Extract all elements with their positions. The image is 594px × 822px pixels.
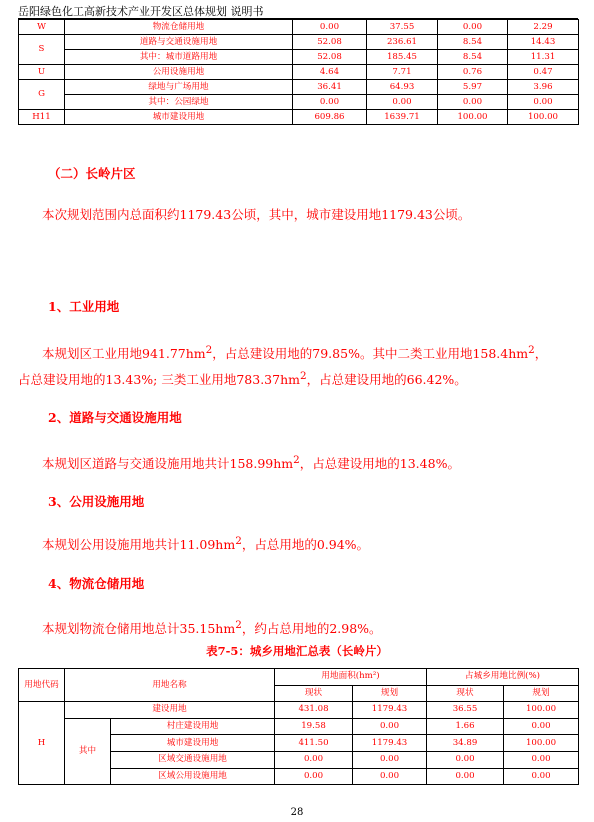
table-cell: 100.00 xyxy=(438,110,508,125)
header-planned: 规划 xyxy=(504,685,579,702)
header-area: 用地面积(hm²) xyxy=(275,669,427,686)
table-cell: 0.00 xyxy=(293,20,367,35)
table-cell: 7.71 xyxy=(367,65,438,80)
land-name: 其中：公园绿地 xyxy=(65,95,293,110)
heading-roads: 2、道路与交通设施用地 xyxy=(48,410,182,425)
table-cell: 185.45 xyxy=(367,50,438,65)
table-cell: 431.08 xyxy=(275,702,353,719)
land-name: 物流仓储用地 xyxy=(65,20,293,35)
table-cell: 0.47 xyxy=(508,65,579,80)
table-row xyxy=(19,50,579,65)
table-cell: 236.61 xyxy=(367,35,438,50)
table-cell: 2.29 xyxy=(508,20,579,35)
table-row xyxy=(19,65,579,80)
table-cell: 0.00 xyxy=(427,751,504,768)
table-cell: 8.54 xyxy=(438,50,508,65)
table-cell: 1179.43 xyxy=(353,735,427,752)
table-cell: 19.58 xyxy=(275,718,353,735)
table-cell: 52.08 xyxy=(293,50,367,65)
table-row xyxy=(19,80,579,95)
table-cell: 100.00 xyxy=(508,110,579,125)
header-current: 现状 xyxy=(427,685,504,702)
land-code: U xyxy=(19,65,65,80)
table-cell: 36.55 xyxy=(427,702,504,719)
table-cell: 11.31 xyxy=(508,50,579,65)
table-cell: 0.00 xyxy=(508,95,579,110)
table-cell: 14.43 xyxy=(508,35,579,50)
table-cell: 0.00 xyxy=(353,718,427,735)
table-cell: 609.86 xyxy=(293,110,367,125)
page-number: 28 xyxy=(290,807,304,818)
land-name: 其中：城市道路用地 xyxy=(65,50,293,65)
land-name: 建设用地 xyxy=(65,702,275,719)
header-code: 用地代码 xyxy=(19,669,65,702)
roads-paragraph: 本规划区道路与交通设施用地共计$158.99hm^2$，占总建设用地的13.48%。 xyxy=(42,454,460,472)
table-cell: 8.54 xyxy=(438,35,508,50)
land-use-summary-table xyxy=(18,668,579,785)
land-name: 城市建设用地 xyxy=(65,110,293,125)
utilities-paragraph: 本规划公用设施用地共计$11.09hm^2$，占总用地的0.94%。 xyxy=(42,535,370,553)
land-name: 区域公用设施用地 xyxy=(111,768,275,785)
land-code: S xyxy=(19,35,65,65)
table-cell: 52.08 xyxy=(293,35,367,50)
table-cell: 411.50 xyxy=(275,735,353,752)
industrial-line-1: 本规划区工业用地$941.77hm^2$，占总建设用地的79.85%。其中二类工业用地$158.4hm^2$， xyxy=(42,344,548,362)
table-cell: 0.00 xyxy=(438,95,508,110)
table-cell: 0.00 xyxy=(367,95,438,110)
table-cell: 100.00 xyxy=(504,702,579,719)
land-code: H11 xyxy=(19,110,65,125)
table-cell: 34.89 xyxy=(427,735,504,752)
table-cell: 0.00 xyxy=(438,20,508,35)
table-row xyxy=(19,20,579,35)
table-cell: 1.66 xyxy=(427,718,504,735)
table-cell: 0.00 xyxy=(427,768,504,785)
heading-logistics: 4、物流仓储用地 xyxy=(48,576,145,591)
document-header: 岳阳绿色化工高新技术产业开发区总体规划 说明书 xyxy=(18,5,264,18)
table-cell: 36.41 xyxy=(293,80,367,95)
land-use-table-top xyxy=(18,19,579,125)
heading-industrial: 1、工业用地 xyxy=(48,299,120,314)
intro-paragraph: 本次规划范围内总面积约1179.43公顷，其中，城市建设用地1179.43公顷。 xyxy=(42,207,471,222)
table-cell: 0.00 xyxy=(275,768,353,785)
table-caption: 表7-5：城乡用地汇总表（长岭片） xyxy=(206,644,388,658)
table-cell: 0.00 xyxy=(504,718,579,735)
land-code: H xyxy=(19,702,65,785)
table-cell: 0.00 xyxy=(353,751,427,768)
land-code: G xyxy=(19,80,65,110)
table-row xyxy=(19,95,579,110)
land-name: 公用设施用地 xyxy=(65,65,293,80)
land-code: W xyxy=(19,20,65,35)
land-name: 区域交通设施用地 xyxy=(111,751,275,768)
land-name: 绿地与广场用地 xyxy=(65,80,293,95)
header-name: 用地名称 xyxy=(65,669,275,702)
table-cell: 1639.71 xyxy=(367,110,438,125)
table-cell: 0.00 xyxy=(504,768,579,785)
logistics-paragraph: 本规划物流仓储用地总计$35.15hm^2$，约占总用地的2.98%。 xyxy=(42,619,382,637)
section-title: （二）长岭片区 xyxy=(48,166,136,181)
table-cell: 5.97 xyxy=(438,80,508,95)
table-cell: 0.00 xyxy=(275,751,353,768)
table-row xyxy=(19,110,579,125)
table-cell: 0.00 xyxy=(293,95,367,110)
header-current: 现状 xyxy=(275,685,353,702)
land-name: 城市建设用地 xyxy=(111,735,275,752)
table-header-row xyxy=(19,669,579,686)
table-cell: 64.93 xyxy=(367,80,438,95)
table-row xyxy=(19,35,579,50)
heading-utilities: 3、公用设施用地 xyxy=(48,494,145,509)
table-cell: 4.64 xyxy=(293,65,367,80)
table-cell: 37.55 xyxy=(367,20,438,35)
industrial-line-2: 占总建设用地的13.43%; 三类工业用地$783.37hm^2$，占总建设用地的66.42%。 xyxy=(18,370,467,388)
header-ratio: 占城乡用地比例(%) xyxy=(427,669,579,686)
table-cell: 100.00 xyxy=(504,735,579,752)
land-name: 村庄建设用地 xyxy=(111,718,275,735)
subgroup-label: 其中 xyxy=(65,718,111,784)
land-name: 道路与交通设施用地 xyxy=(65,35,293,50)
table-cell: 0.00 xyxy=(504,751,579,768)
table-cell: 0.76 xyxy=(438,65,508,80)
table-cell: 0.00 xyxy=(353,768,427,785)
table-row xyxy=(19,702,579,719)
table-cell: 1179.43 xyxy=(353,702,427,719)
table-row xyxy=(19,718,579,735)
table-cell: 3.96 xyxy=(508,80,579,95)
header-planned: 规划 xyxy=(353,685,427,702)
